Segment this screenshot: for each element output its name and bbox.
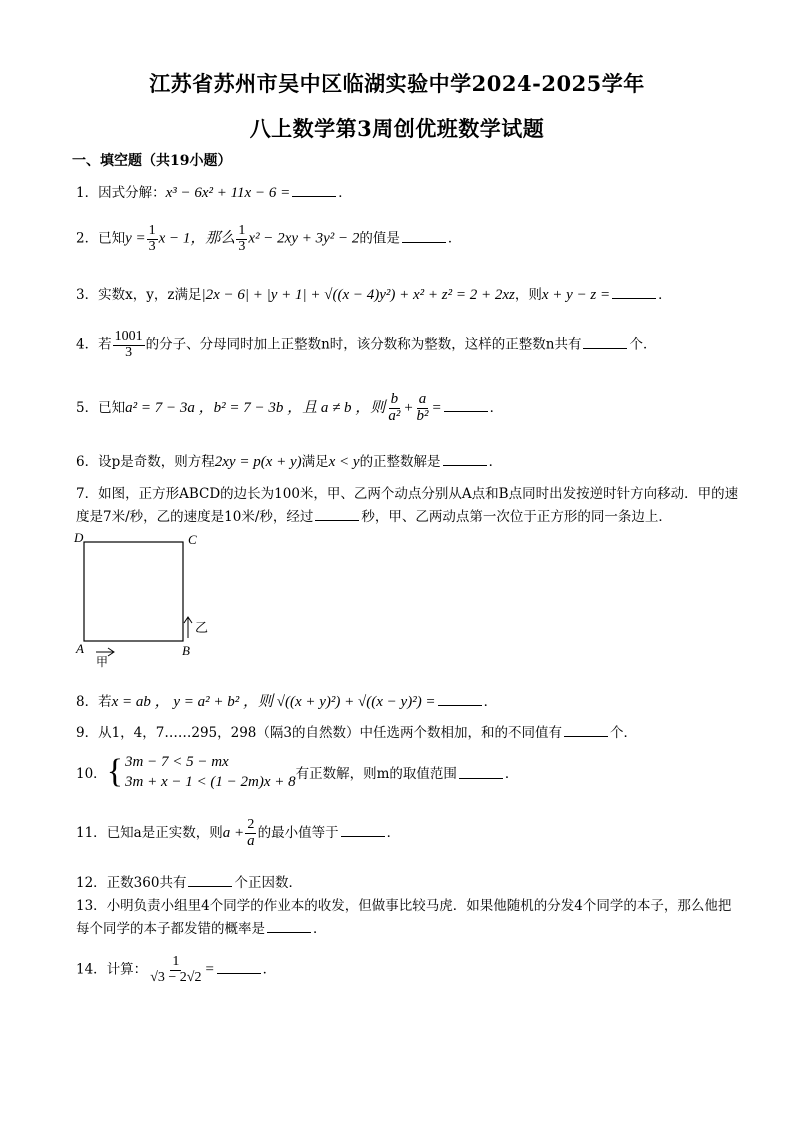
question-7 (76, 483, 740, 529)
question-number: 9． (76, 725, 99, 741)
question-text: ． (658, 287, 672, 303)
question-text: ． (488, 454, 503, 470)
question-text: 因式分解： (98, 185, 166, 201)
answer-blank[interactable] (217, 961, 261, 974)
question-text: 正数360共有 (106, 875, 187, 891)
label-d: D (74, 532, 84, 545)
answer-blank[interactable] (315, 508, 359, 521)
question-text: ，则 (514, 287, 542, 303)
title-line-2: 八上数学第3周创优班数学试题 (249, 116, 545, 141)
question-11 (76, 818, 400, 849)
question-math: x² − 2xy + 3y² − 2 (248, 230, 360, 247)
question-math: + (403, 399, 414, 416)
question-text: 从1，4，7……295，298（隔3的自然数）中任选两个数相加，和的不同值有 (98, 725, 562, 741)
question-text: ． (338, 185, 352, 201)
question-4 (76, 330, 656, 360)
fraction: $\frac{2}{a}$ (247, 817, 255, 849)
answer-blank[interactable] (444, 399, 488, 412)
answer-blank[interactable] (188, 874, 232, 887)
question-14 (76, 955, 276, 985)
question-text: 的分子、分母同时加上正整数n时，该分数称为整数，这样的正整数n共有 (145, 336, 582, 353)
question-10 (76, 752, 518, 792)
answer-blank[interactable] (341, 824, 385, 837)
question-number: 3． (76, 287, 99, 303)
question-number: 11． (76, 825, 107, 842)
answer-blank[interactable] (564, 724, 608, 737)
label-a: A (76, 641, 84, 656)
question-text: 已知a是正实数，则 (106, 825, 223, 842)
answer-blank[interactable] (292, 184, 336, 197)
question-math: = (204, 961, 215, 978)
question-math: x³ − 6x² + 11x − 6 = (165, 185, 291, 201)
question-text: 已知 (98, 399, 126, 416)
answer-blank[interactable] (459, 766, 503, 779)
square-diagram (72, 532, 232, 672)
label-yi: 乙 (195, 621, 209, 636)
question-math: x − 1，那么 (158, 230, 236, 247)
question-text: 个． (629, 336, 657, 353)
question-number: 13． (76, 898, 107, 914)
question-6 (76, 450, 502, 471)
fraction: $\frac{b}{\text{a²}}$ (388, 391, 401, 424)
question-text: 满足 (301, 454, 329, 470)
question-text: ． (313, 921, 327, 937)
question-text: ． (447, 230, 462, 247)
question-9 (76, 721, 637, 741)
question-number: 1． (76, 185, 99, 201)
question-text: ． (262, 961, 277, 978)
question-text: 计算： (106, 961, 148, 978)
question-text: 秒，甲、乙两动点第一次位于正方形的同一条边上． (361, 509, 672, 525)
question-math: x = ab ， y = a² + b² ，则 √((x + y)²) + √((x − y)²) = (111, 694, 436, 710)
label-jia: 甲 (96, 655, 109, 669)
question-number: 14． (76, 961, 107, 978)
brace: { (106, 753, 124, 790)
title-line-1: 江苏省苏州市吴中区临湖实验中学2024-2025学年 (149, 71, 645, 96)
question-text: 的正整数解是 (359, 454, 441, 470)
question-2 (76, 224, 461, 254)
question-math: x < y (328, 454, 360, 470)
question-number: 5． (76, 399, 99, 416)
question-number: 8． (76, 694, 99, 710)
question-number: 6． (76, 454, 99, 470)
question-text: 小明负责小组里4个同学的作业本的收发，但做事比较马虎．如果他随机的分发4个同学的本子，那么他把每个同学的本子都发错的概率是 (76, 898, 732, 937)
question-13 (76, 895, 740, 941)
square-abcd (84, 542, 183, 641)
question-text: ． (483, 694, 498, 710)
question-number: 7． (76, 486, 99, 502)
question-number: 4． (76, 336, 99, 353)
question-math: 2xy = p(x + y) (214, 454, 302, 470)
question-text: ． (489, 399, 504, 416)
question-text: 已知 (98, 230, 126, 247)
question-8 (76, 690, 497, 711)
question-text: 的值是 (359, 230, 400, 247)
answer-blank[interactable] (438, 693, 482, 706)
question-1 (76, 181, 352, 202)
question-number: 2． (76, 230, 99, 247)
question-text: 若 (98, 336, 112, 353)
question-text: ． (504, 766, 519, 782)
question-text: 如图，正方形ABCD的边长为100米，甲、乙两个动点分别从A点和B点同时出发按逆时针方向移动．甲的速度是7米/秒，乙的速度是10米/秒，经过 (76, 486, 739, 525)
question-number: 10． (76, 766, 107, 782)
answer-blank[interactable] (267, 920, 311, 933)
question-text: 个正因数． (234, 875, 302, 891)
question-text: 的最小值等于 (257, 825, 339, 842)
question-text: 个． (609, 725, 637, 741)
question-text: 实数x，y，z满足 (98, 287, 202, 303)
question-5 (76, 392, 503, 425)
fraction: $\frac{a}{\text{b²}}$ (416, 391, 429, 424)
fraction: $\frac{1001}{3}$ (114, 329, 143, 360)
answer-blank[interactable] (612, 286, 656, 299)
question-text: ． (386, 825, 401, 842)
question-text: 若 (98, 694, 112, 710)
answer-blank[interactable] (583, 336, 627, 349)
question-math: a² = 7 − 3a ，b² = 7 − 3b ，且 a ≠ b ，则 (125, 399, 386, 416)
label-c: C (188, 532, 197, 547)
question-math: a + (222, 825, 245, 842)
inequality-2: 3m + x − 1 < (1 − 2m)x + 8 (125, 774, 296, 790)
section-heading: 一、填空题（共19小题） (72, 153, 232, 169)
question-text: 有正数解，则m的取值范围 (295, 766, 457, 782)
question-math: = (431, 399, 442, 416)
question-3 (76, 283, 672, 304)
question-math: y = (125, 230, 146, 247)
question-math: x + y − z = (541, 287, 611, 303)
question-text: 设p是奇数，则方程 (98, 454, 215, 470)
question-12 (76, 871, 302, 891)
answer-blank[interactable] (443, 453, 487, 466)
inequality-1: 3m − 7 < 5 − mx (125, 754, 229, 770)
fraction: $\frac{1}{3}$ (148, 223, 156, 254)
answer-blank[interactable] (402, 230, 446, 243)
arrow-up-icon (184, 617, 192, 638)
fraction: $\frac{1}{√3 - 2√2}$ (150, 954, 202, 985)
label-b: B (182, 643, 190, 658)
fraction: $\frac{1}{3}$ (238, 223, 246, 254)
question-number: 12． (76, 875, 107, 891)
question-math: |2x − 6| + |y + 1| + √((x − 4)y²) + x² + z² = 2 + 2xz (201, 287, 515, 303)
